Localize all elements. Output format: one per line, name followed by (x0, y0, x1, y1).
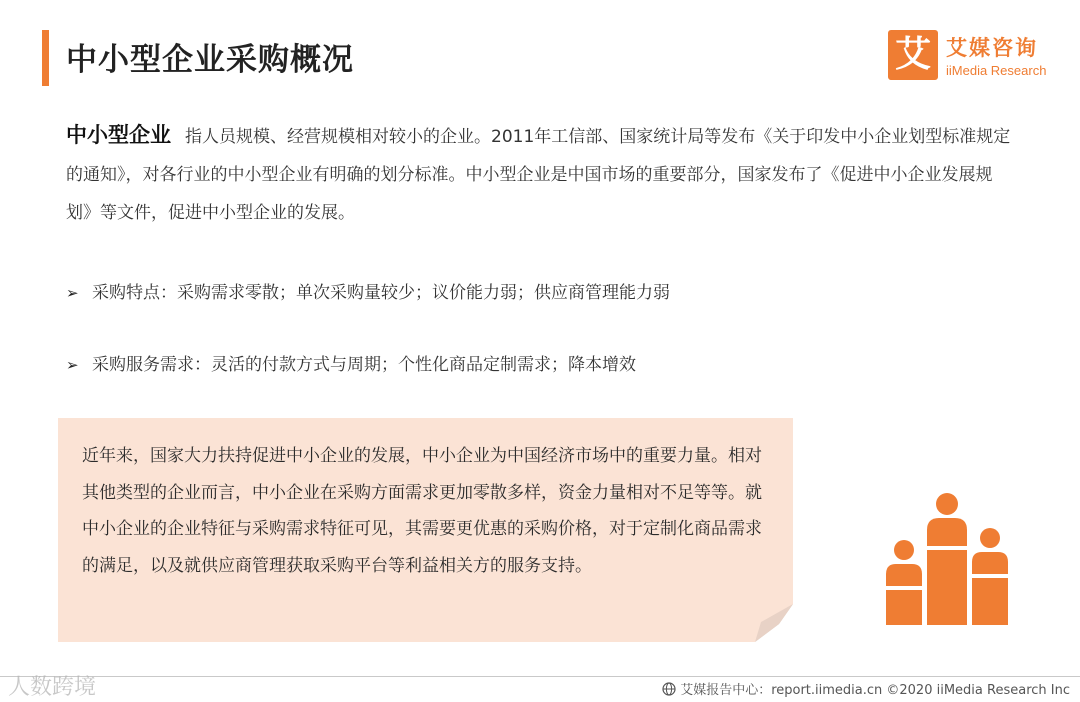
title-accent-bar (42, 30, 49, 86)
footer-divider (0, 676, 1080, 677)
logo-mark-icon: 艾 (888, 30, 938, 80)
intro-text: 指人员规模、经营规模相对较小的企业。2011年工信部、国家统计局等发布《关于印发中小企业划型标准规定的通知》，对各行业的中小型企业有明确的划分标准。中小型企业是中国市场的重要部分，国家发布了《促进中小企业发展规划》等文件，促进中小型企业的发展。 (66, 127, 1011, 223)
intro-paragraph (66, 116, 1016, 232)
bullet-item (66, 350, 636, 375)
note-text: 近年来，国家大力扶持促进中小企业的发展，中小企业为中国经济市场中的重要力量。相对其他类型的企业而言，中小企业在采购方面需求更加零散多样，资金力量相对不足等等。就中小企业的企业特征与采购需求特征可见，其需要更优惠的采购价格，对于定制化商品需求的满足，以及就供应商管理获取采购平台等利益相关方的服务支持。 (82, 446, 762, 576)
watermark: 人数跨境 (8, 675, 97, 700)
people-group-icon (882, 490, 1012, 625)
logo-name-cn: 艾媒咨询 (946, 36, 1038, 60)
intro-term: 中小型企业 (66, 123, 171, 147)
footer (662, 679, 1070, 698)
iimedia-logo (888, 30, 1063, 82)
footer-text: 艾媒报告中心：report.iimedia.cn ©2020 iiMedia Research Inc (680, 683, 1070, 698)
globe-icon (662, 682, 676, 696)
arrow-bullet-icon: ➢ (66, 356, 79, 374)
arrow-bullet-icon: ➢ (66, 284, 79, 302)
bullet-item (66, 278, 670, 303)
page-title: 中小型企业采购概况 (66, 42, 354, 78)
logo-name-en: iiMedia Research (946, 63, 1047, 78)
page-fold-icon (755, 604, 793, 642)
bullet-text: 采购服务需求：灵活的付款方式与周期；个性化商品定制需求；降本增效 (92, 355, 636, 375)
bullet-text: 采购特点：采购需求零散；单次采购量较少；议价能力弱；供应商管理能力弱 (92, 283, 670, 303)
